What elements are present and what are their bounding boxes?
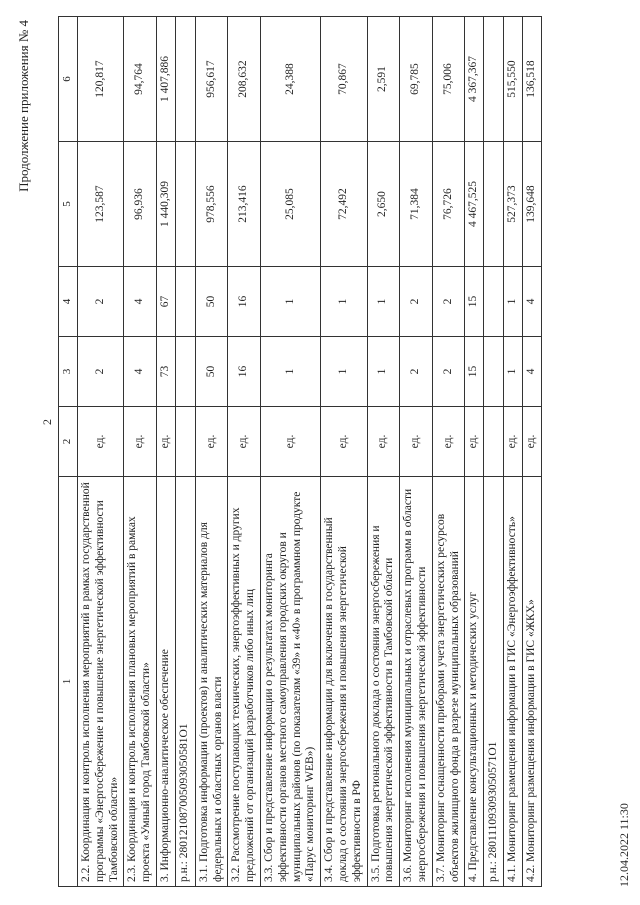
row-value-cell: 2 — [400, 267, 433, 337]
row-value-cell: 15 — [465, 267, 484, 337]
row-value-cell: 96,936 — [124, 142, 157, 267]
row-name-cell: р.н.: 280111093093050571O1 — [484, 477, 504, 887]
row-unit-cell: ед. — [228, 407, 261, 477]
row-value-cell — [484, 267, 504, 337]
table-row — [367, 17, 400, 887]
table-row — [432, 17, 465, 887]
row-value-cell — [175, 142, 195, 267]
row-value-cell: 208,632 — [228, 17, 261, 142]
column-header: 6 — [59, 17, 78, 142]
row-value-cell: 527,373 — [504, 142, 523, 267]
row-value-cell: 4 — [124, 267, 157, 337]
row-unit-cell: ед. — [260, 407, 320, 477]
data-table — [58, 16, 542, 887]
row-name-cell: 3. Информационно-аналитическое обеспечение — [156, 477, 175, 887]
row-name-cell: 3.2. Рассмотрение поступающих технических, энергоэффективных и других предложений от организаций разработчиков либо иных лиц — [228, 477, 261, 887]
row-value-cell: 94,764 — [124, 17, 157, 142]
row-value-cell: 1 — [321, 337, 367, 407]
table-row — [156, 17, 175, 887]
row-value-cell: 1 — [260, 337, 320, 407]
page-number: 2 — [40, 419, 54, 425]
row-name-cell: 3.6. Мониторинг исполнения муниципальных и отраслевых программ в области энергосбережения и повышения энергетической эффективности — [400, 477, 433, 887]
row-value-cell: 2 — [78, 267, 124, 337]
row-name-cell: 3.5. Подготовка регионального доклада о состоянии энергосбережения и повышения энергетической эффективности в Тамбовской области — [367, 477, 400, 887]
row-value-cell: 16 — [228, 337, 261, 407]
row-name-cell: 3.1. Подготовка информации (проектов) и аналитических материалов для федеральных и областных органов власти — [195, 477, 228, 887]
row-value-cell: 2 — [432, 267, 465, 337]
column-header: 1 — [59, 477, 78, 887]
row-value-cell: 4 — [522, 337, 541, 407]
column-header: 5 — [59, 142, 78, 267]
row-name-cell: р.н.: 280121087005093050581O1 — [175, 477, 195, 887]
print-timestamp: 12.04.2022 11:30 — [617, 803, 631, 887]
row-name-cell: 3.4. Сбор и представление информации для включения в государственный доклад о состоянии энергосбережения и повышения энергетической эффективности в РФ — [321, 477, 367, 887]
row-unit-cell: ед. — [124, 407, 157, 477]
row-value-cell: 1 440,309 — [156, 142, 175, 267]
table-row — [175, 17, 195, 887]
row-value-cell: 67 — [156, 267, 175, 337]
table-row — [400, 17, 433, 887]
table-row — [78, 17, 124, 887]
row-name-cell: 3.3. Сбор и представление информации о результатах мониторинга эффективности органов местного самоуправления городских округов и муниципальных районов (по показателям «39» и «40» в программном продукте «Парус мониторинг WEB») — [260, 477, 320, 887]
row-value-cell: 978,556 — [195, 142, 228, 267]
row-name-cell: 3.7. Мониторинг оснащенности приборами учета энергетических ресурсов объектов жилищного фонда в разрезе муниципальных образований — [432, 477, 465, 887]
row-value-cell: 2,650 — [367, 142, 400, 267]
row-value-cell: 213,416 — [228, 142, 261, 267]
row-value-cell: 139,648 — [522, 142, 541, 267]
row-value-cell: 1 — [260, 267, 320, 337]
table-row — [321, 17, 367, 887]
row-value-cell: 76,726 — [432, 142, 465, 267]
row-value-cell: 70,867 — [321, 17, 367, 142]
row-value-cell: 2,591 — [367, 17, 400, 142]
row-value-cell: 1 — [367, 267, 400, 337]
row-value-cell — [484, 142, 504, 267]
table-row — [228, 17, 261, 887]
table-row — [195, 17, 228, 887]
row-value-cell: 4 — [522, 267, 541, 337]
row-unit-cell: ед. — [400, 407, 433, 477]
row-value-cell: 4 467,525 — [465, 142, 484, 267]
row-value-cell: 24,388 — [260, 17, 320, 142]
column-header: 2 — [59, 407, 78, 477]
row-name-cell: 2.3. Координация и контроль исполнения плановых мероприятий в рамках проекта «Умный город Тамбовской области» — [124, 477, 157, 887]
row-value-cell — [175, 337, 195, 407]
table-row — [484, 17, 504, 887]
row-value-cell: 1 — [321, 267, 367, 337]
table-header-row — [59, 17, 78, 887]
table-row — [465, 17, 484, 887]
row-value-cell: 515,550 — [504, 17, 523, 142]
table-row — [522, 17, 541, 887]
table-row — [260, 17, 320, 887]
continuation-caption: Продолжение приложения № 4 — [16, 20, 31, 192]
row-unit-cell: ед. — [156, 407, 175, 477]
row-unit-cell: ед. — [78, 407, 124, 477]
row-value-cell: 71,384 — [400, 142, 433, 267]
row-unit-cell: ед. — [321, 407, 367, 477]
row-value-cell — [484, 337, 504, 407]
row-unit-cell — [175, 407, 195, 477]
row-value-cell: 136,518 — [522, 17, 541, 142]
row-name-cell: 4.1. Мониторинг размещения информации в ГИС «Энергоэффективность» — [504, 477, 523, 887]
row-name-cell: 4.2. Мониторинг размещения информации в ГИС «ЖКХ» — [522, 477, 541, 887]
row-unit-cell: ед. — [195, 407, 228, 477]
row-value-cell: 69,785 — [400, 17, 433, 142]
row-value-cell: 1 — [367, 337, 400, 407]
row-value-cell: 15 — [465, 337, 484, 407]
row-unit-cell: ед. — [432, 407, 465, 477]
row-value-cell: 25,085 — [260, 142, 320, 267]
row-value-cell — [484, 17, 504, 142]
table-row — [124, 17, 157, 887]
row-unit-cell: ед. — [465, 407, 484, 477]
row-unit-cell: ед. — [522, 407, 541, 477]
row-value-cell: 4 — [124, 337, 157, 407]
table-row — [504, 17, 523, 887]
row-value-cell: 2 — [78, 337, 124, 407]
row-value-cell — [175, 267, 195, 337]
row-value-cell: 120,817 — [78, 17, 124, 142]
column-header: 3 — [59, 337, 78, 407]
row-value-cell: 4 367,367 — [465, 17, 484, 142]
row-value-cell: 2 — [432, 337, 465, 407]
row-unit-cell — [484, 407, 504, 477]
row-value-cell: 2 — [400, 337, 433, 407]
row-unit-cell: ед. — [367, 407, 400, 477]
row-value-cell: 72,492 — [321, 142, 367, 267]
row-name-cell: 4. Представление консультационных и методических услуг — [465, 477, 484, 887]
row-value-cell — [175, 17, 195, 142]
row-value-cell: 50 — [195, 267, 228, 337]
row-value-cell: 1 — [504, 337, 523, 407]
row-value-cell: 956,617 — [195, 17, 228, 142]
row-value-cell: 1 — [504, 267, 523, 337]
row-unit-cell: ед. — [504, 407, 523, 477]
row-name-cell: 2.2. Координация и контроль исполнения мероприятий в рамках государственной программы «Энергосбережение и повышение энергетической эффективности Тамбовской области» — [78, 477, 124, 887]
row-value-cell: 50 — [195, 337, 228, 407]
row-value-cell: 75,006 — [432, 17, 465, 142]
row-value-cell: 123,587 — [78, 142, 124, 267]
row-value-cell: 16 — [228, 267, 261, 337]
column-header: 4 — [59, 267, 78, 337]
row-value-cell: 1 407,886 — [156, 17, 175, 142]
row-value-cell: 73 — [156, 337, 175, 407]
